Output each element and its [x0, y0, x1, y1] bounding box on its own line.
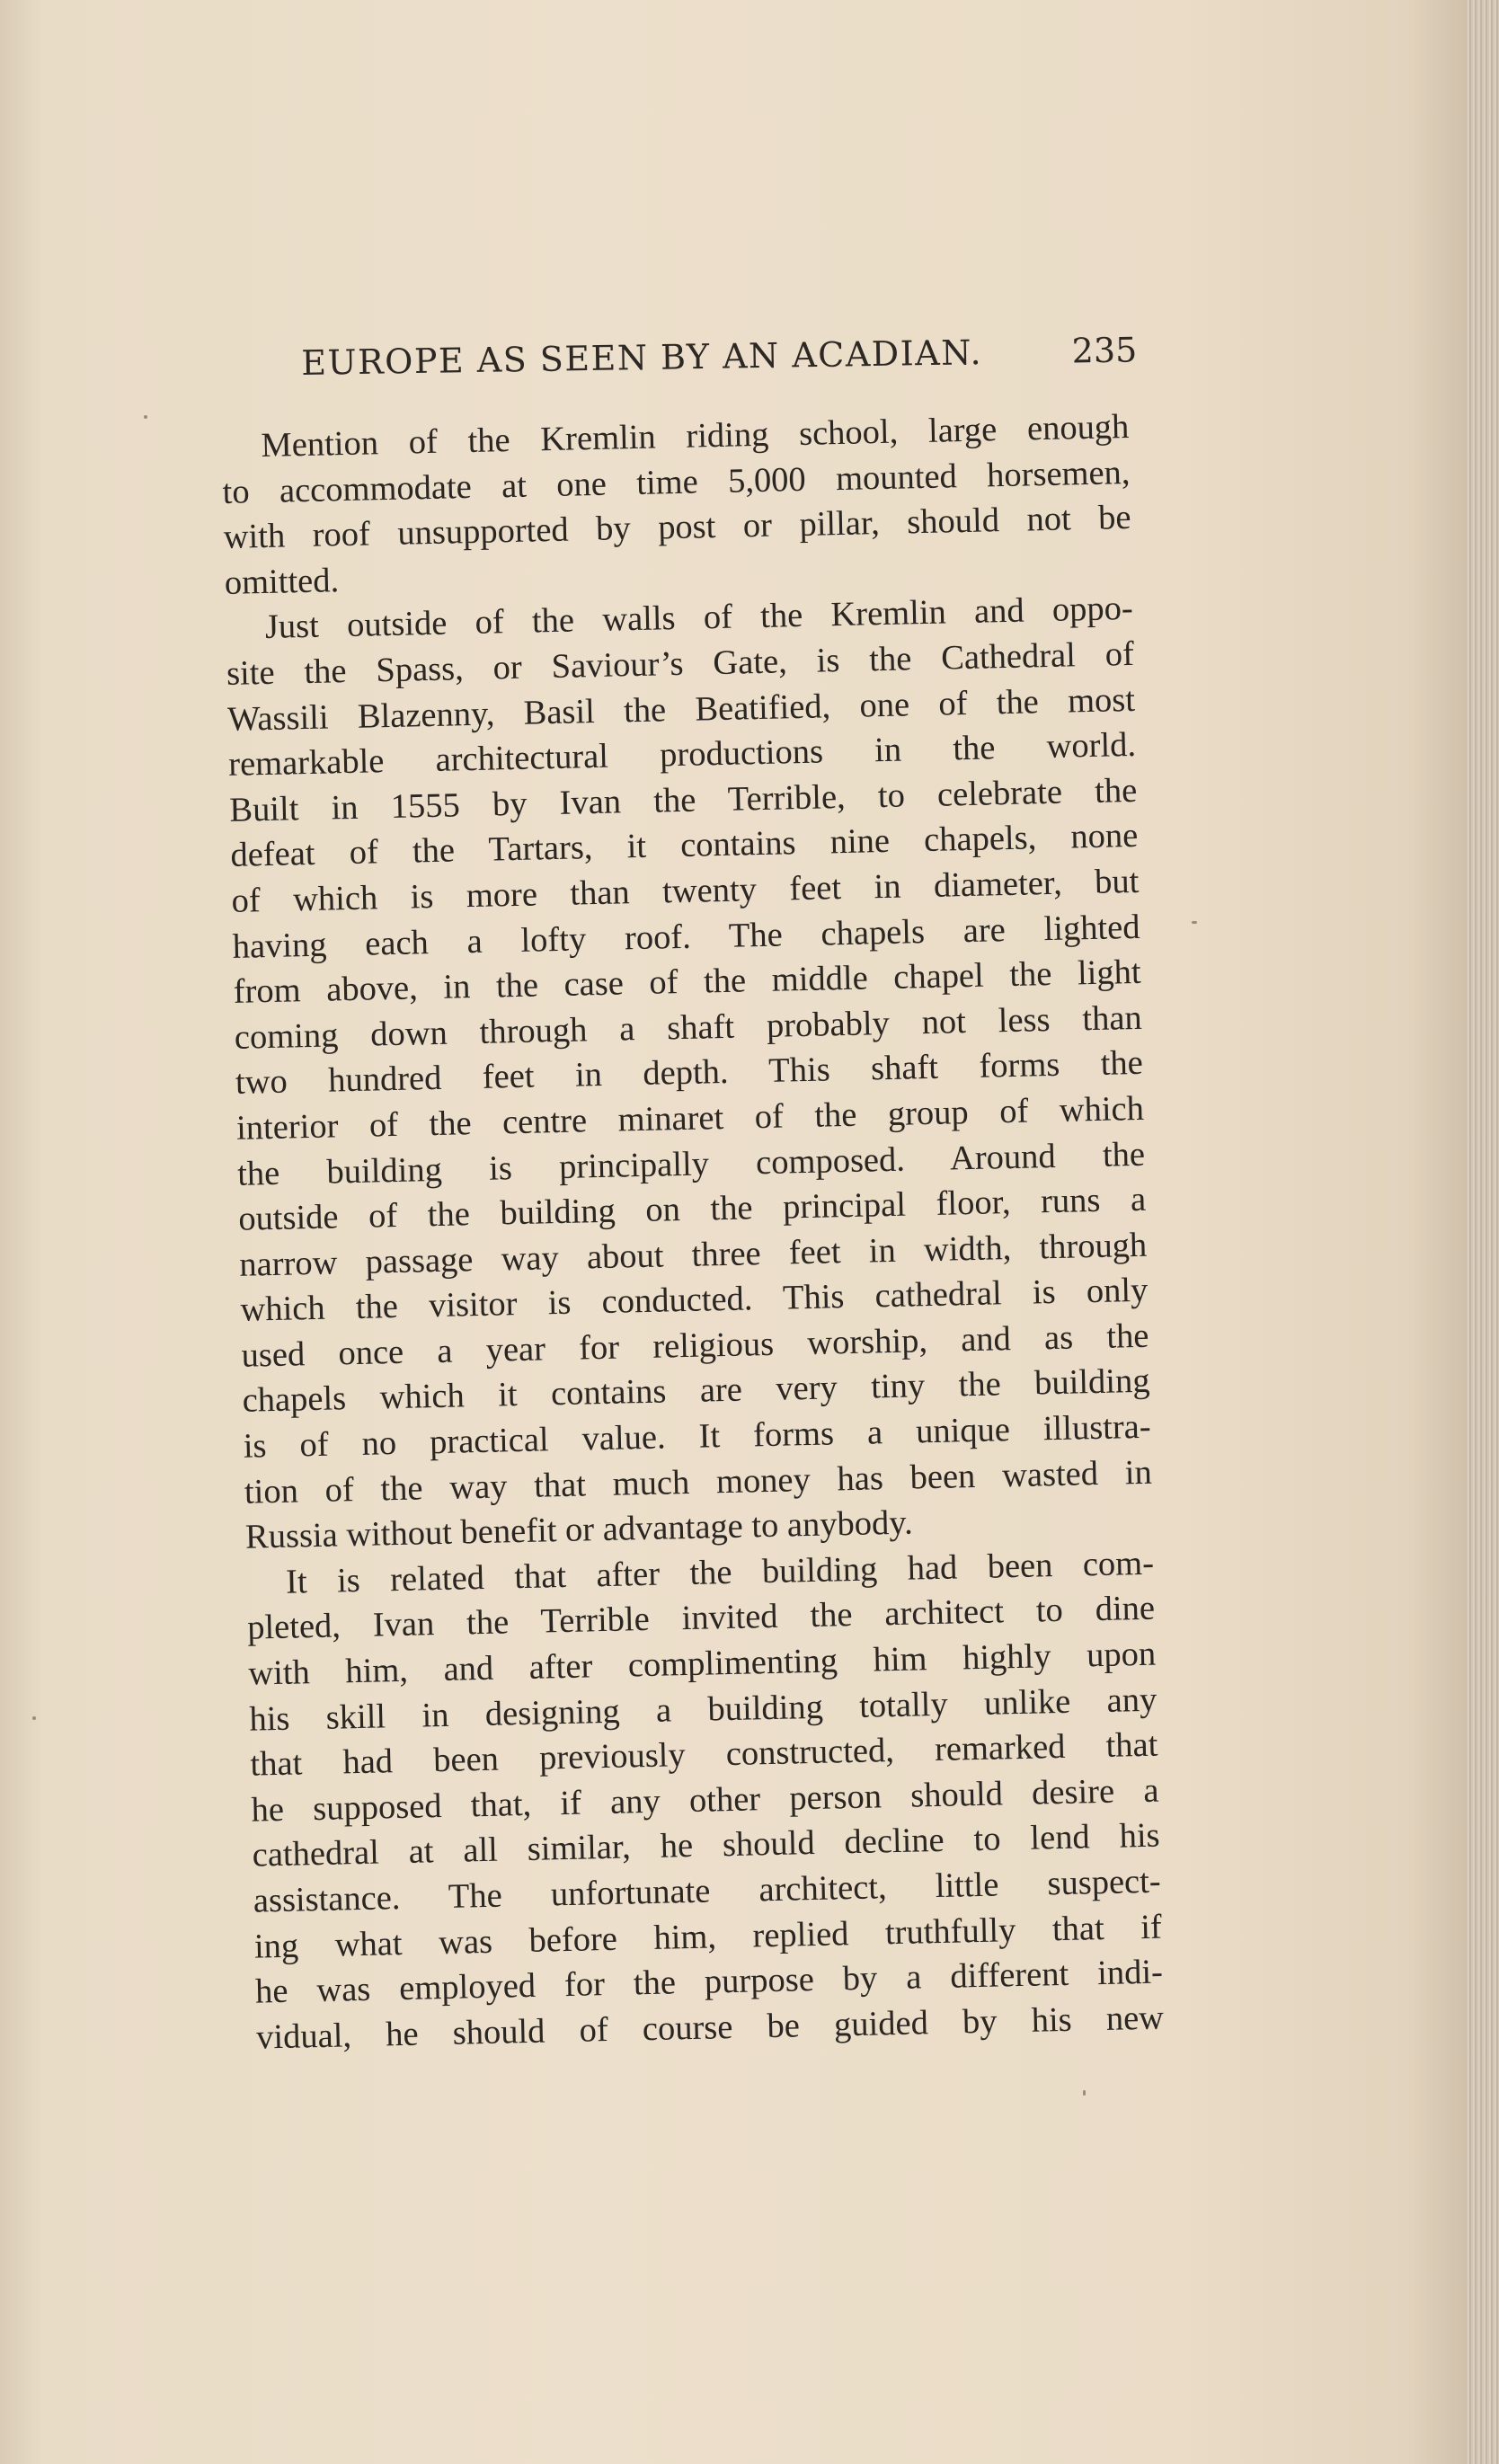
- text-line: cathedral at all similar, he should decline to lend his: [252, 1816, 1160, 1875]
- text-line: vidual, he should of course be guided by his new: [255, 1999, 1165, 2057]
- text-line: the building is principally composed. Around the: [236, 1135, 1146, 1193]
- text-line: with him, and after complimenting him highly upon: [247, 1635, 1157, 1693]
- paper-speck: [32, 1716, 36, 1720]
- text-line: two hundred feet in depth. This shaft forms the: [235, 1044, 1144, 1103]
- text-line: to accommodate at one time 5,000 mounted horsemen,: [222, 453, 1131, 511]
- text-line: he was employed for the purpose by a different indi-: [254, 1953, 1164, 2011]
- text-line: used once a year for religious worship, and as the: [241, 1316, 1149, 1375]
- running-title: EUROPE AS SEEN BY AN ACADIAN.: [301, 332, 983, 383]
- text-line: site the Spass, or Saviour’s Gate, is the Cathedral of: [226, 634, 1135, 693]
- text-line: It is related that after the building had been com-: [285, 1544, 1155, 1601]
- text-line: pleted, Ivan the Terrible invited the architect to dine: [246, 1590, 1156, 1648]
- text-line: Russia without benefit or advantage to anybody.: [244, 1503, 914, 1556]
- text-line: Mention of the Kremlin riding school, large enough: [261, 407, 1130, 465]
- text-line: which the visitor is conducted. This cathedral is only: [240, 1272, 1149, 1330]
- text-line: Just outside of the walls of the Kremlin and oppo-: [264, 589, 1134, 647]
- text-line: narrow passage way about three feet in width, through: [238, 1226, 1148, 1284]
- text-line: chapels which it contains are very tiny the building: [242, 1362, 1150, 1421]
- text-line: interior of the centre minaret of the group of which: [235, 1089, 1145, 1148]
- text-line: remarkable architectural productions in the world.: [227, 726, 1137, 784]
- text-line: omitted.: [224, 561, 340, 602]
- text-line: from above, in the case of the middle chapel the light: [233, 953, 1142, 1011]
- text-line: having each a lofty roof. The chapels are lighted: [232, 908, 1140, 966]
- text-line: Built in 1555 by Ivan the Terrible, to celebrate the: [228, 771, 1138, 829]
- page-header: [301, 330, 1138, 397]
- paper-speck: [144, 415, 147, 419]
- body-text: [221, 404, 1164, 2061]
- text-line: defeat of the Tartars, it contains nine chapels, none: [230, 817, 1139, 875]
- page-edge-stack: [1467, 0, 1499, 2464]
- page-number: 235: [1071, 330, 1138, 371]
- text-line: with roof unsupported by post or pillar, should not be: [223, 499, 1131, 557]
- text-line: coming down through a shaft probably not less than: [234, 998, 1143, 1057]
- text-line: assistance. The unfortunate architect, little suspect-: [253, 1862, 1162, 1920]
- text-line: outside of the building on the principal floor, runs a: [237, 1180, 1147, 1238]
- text-line: tion of the way that much money has been wasted in: [244, 1453, 1153, 1511]
- text-line: Wassili Blazenny, Basil the Beatified, one of the most: [226, 680, 1136, 739]
- text-line: he supposed that, if any other person should desire a: [251, 1771, 1159, 1830]
- text-line: ing what was before him, replied truthfully that if: [253, 1908, 1163, 1966]
- text-line: is of no practical value. It forms a unique illustra-: [243, 1407, 1152, 1466]
- text-line: his skill in designing a building totally unlike any: [248, 1680, 1158, 1739]
- paper-speck: [1192, 921, 1197, 924]
- paper-speck: [1083, 2090, 1086, 2096]
- text-line: that had been previously constructed, remarked that: [250, 1725, 1158, 1784]
- text-line: of which is more than twenty feet in diameter, but: [231, 862, 1140, 920]
